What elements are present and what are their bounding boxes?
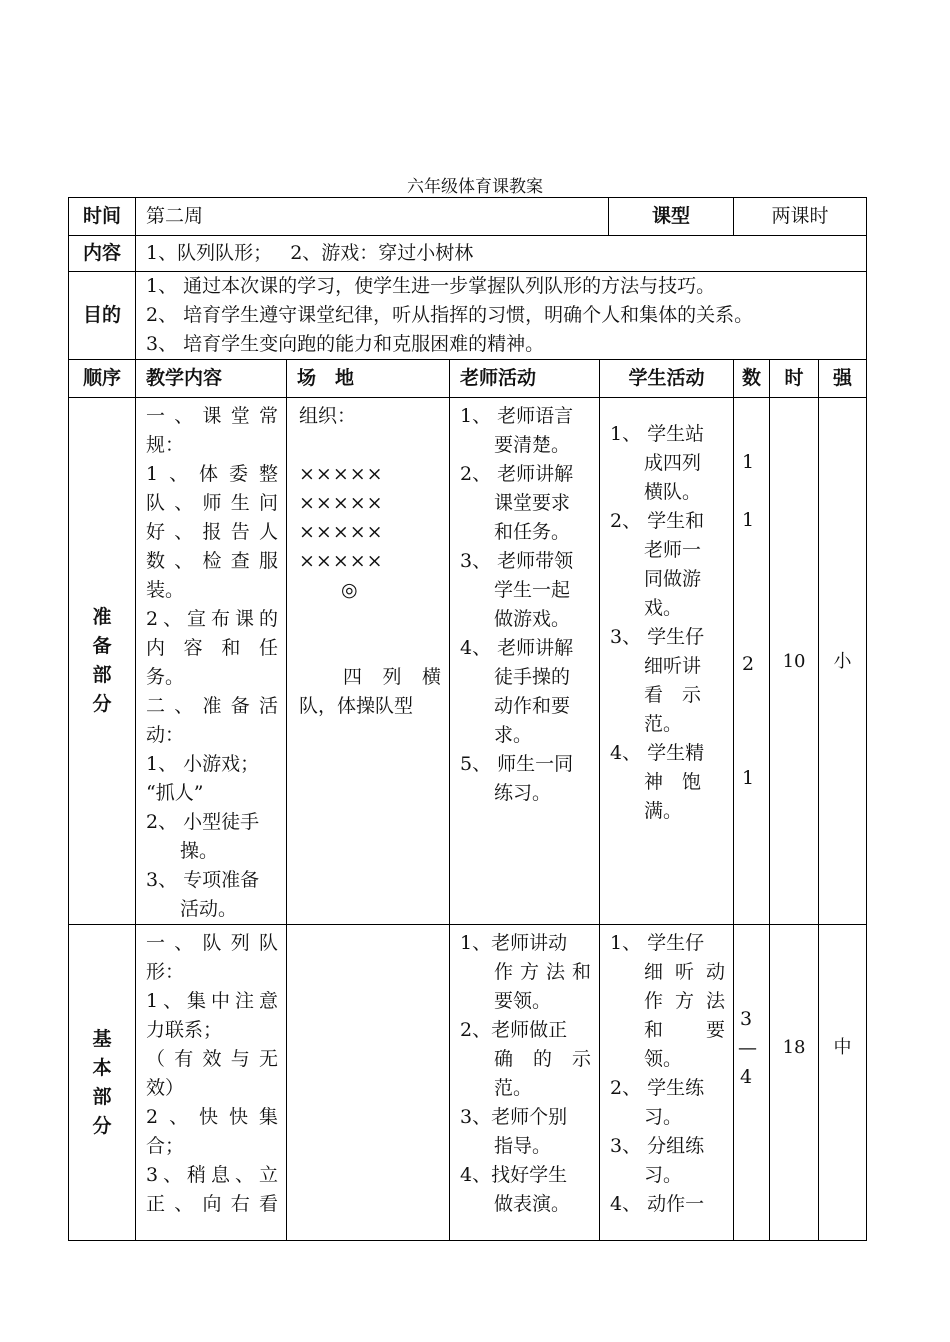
prep-content-line: 1、 小游戏； bbox=[146, 753, 260, 775]
student-line: 2、 学生练 bbox=[610, 1077, 705, 1099]
count-value: 1 bbox=[742, 509, 755, 531]
student-line: 细听讲 bbox=[644, 655, 702, 677]
prep-venue bbox=[287, 398, 450, 925]
prep-content-line: 内容和任 bbox=[146, 637, 278, 659]
teacher-line: 指导。 bbox=[494, 1135, 552, 1157]
prep-student-activity bbox=[600, 398, 734, 925]
student-line: 3、 学生仔 bbox=[610, 626, 705, 648]
venue-line bbox=[299, 431, 441, 460]
time-value: 第二周 bbox=[136, 198, 609, 236]
prep-content-line: 队、师生问 bbox=[146, 492, 278, 514]
basic-content-line: 2、快快集 bbox=[146, 1106, 278, 1128]
prep-label-char: 准 bbox=[92, 606, 112, 628]
basic-section-label bbox=[69, 925, 136, 1241]
teacher-line: 3、老师个别 bbox=[460, 1106, 568, 1128]
prep-teacher-activity bbox=[450, 398, 600, 925]
prep-content-line: 2、 小型徒手 bbox=[146, 811, 260, 833]
prep-content-line: 规： bbox=[146, 434, 185, 456]
prep-content-line: 一、课堂常 bbox=[146, 405, 278, 427]
basic-label-char: 部 bbox=[92, 1085, 112, 1108]
teacher-line: 求。 bbox=[494, 724, 533, 746]
count-value: 1 bbox=[742, 767, 755, 789]
basic-content-line: 效） bbox=[146, 1077, 185, 1099]
prep-content-line: “抓人” bbox=[146, 782, 204, 804]
venue-line bbox=[299, 634, 441, 663]
student-line: 和 要 bbox=[644, 1019, 726, 1041]
teacher-line: 3、 老师带领 bbox=[460, 550, 574, 572]
teacher-line: 做游戏。 bbox=[494, 608, 571, 630]
teacher-line: 范。 bbox=[494, 1077, 533, 1099]
basic-label-char: 本 bbox=[92, 1056, 112, 1079]
teacher-line: 1、 老师语言 bbox=[460, 405, 574, 427]
teacher-line: 4、找好学生 bbox=[460, 1164, 568, 1186]
prep-content-line: 数、检查服 bbox=[146, 550, 278, 572]
goal-list bbox=[136, 272, 867, 360]
formation-row: ××××× bbox=[299, 521, 384, 543]
student-line: 满。 bbox=[644, 800, 683, 822]
basic-content-line: 1、集中注意 bbox=[146, 990, 278, 1012]
count-value: 3 bbox=[740, 1008, 753, 1030]
basic-content-line: 合； bbox=[146, 1135, 185, 1157]
student-line: 同做游 bbox=[644, 568, 702, 590]
teacher-line: 动作和要 bbox=[494, 695, 571, 717]
lesson-type-value: 两课时 bbox=[734, 198, 867, 236]
col-teacher: 老师活动 bbox=[450, 360, 600, 398]
count-value: 1 bbox=[742, 451, 755, 473]
student-line: 习。 bbox=[644, 1106, 683, 1128]
basic-content-line: 3、稍息、立 bbox=[146, 1164, 278, 1186]
basic-label-char: 基 bbox=[92, 1027, 112, 1050]
student-line: 4、 学生精 bbox=[610, 742, 705, 764]
document-title: 六年级体育课教案 bbox=[407, 177, 543, 197]
teacher-line: 要清楚。 bbox=[494, 434, 571, 456]
basic-content-line: 力联系； bbox=[146, 1019, 223, 1041]
student-line: 横队。 bbox=[644, 481, 702, 503]
teacher-line: 2、老师做正 bbox=[460, 1019, 568, 1041]
student-line: 领。 bbox=[644, 1048, 683, 1070]
student-line: 习。 bbox=[644, 1164, 683, 1186]
student-line: 看 示 bbox=[644, 684, 702, 706]
student-line: 细听动 bbox=[644, 961, 726, 983]
prep-section-label bbox=[69, 398, 136, 925]
basic-content-line: 正、向右看 bbox=[146, 1193, 278, 1215]
venue-line bbox=[299, 605, 441, 634]
content-label: 内容 bbox=[69, 236, 136, 272]
teacher-line: 学生一起 bbox=[494, 579, 571, 601]
student-line: 神 饱 bbox=[644, 771, 702, 793]
student-line: 2、 学生和 bbox=[610, 510, 705, 532]
prep-content-line: 好、报告人 bbox=[146, 521, 278, 543]
prep-content-line: 活动。 bbox=[180, 898, 238, 920]
prep-content-line: 3、 专项准备 bbox=[146, 869, 260, 891]
venue-line: 四列横 bbox=[343, 666, 441, 688]
student-line: 作方法 bbox=[644, 990, 726, 1012]
basic-content-line: （有效与无 bbox=[146, 1048, 278, 1070]
prep-content-line: 动： bbox=[146, 724, 185, 746]
teacher-line: 5、 师生一同 bbox=[460, 753, 574, 775]
teacher-line: 课堂要求 bbox=[494, 492, 571, 514]
col-student: 学生活动 bbox=[600, 360, 734, 398]
col-venue: 场 地 bbox=[287, 360, 450, 398]
teacher-line: 1、老师讲动 bbox=[460, 932, 568, 954]
prep-count bbox=[734, 398, 770, 925]
teacher-line: 练习。 bbox=[494, 782, 552, 804]
prep-label-char: 分 bbox=[92, 693, 112, 715]
teacher-line: 4、 老师讲解 bbox=[460, 637, 574, 659]
goal-item: 2、 培育学生遵守课堂纪律，听从指挥的习惯，明确个人和集体的关系。 bbox=[146, 304, 754, 326]
basic-student-activity bbox=[600, 925, 734, 1241]
prep-content-line: 二、准备活 bbox=[146, 695, 278, 717]
prep-content-line: 操。 bbox=[180, 840, 219, 862]
prep-time: 10 bbox=[770, 398, 819, 925]
count-value: 4 bbox=[740, 1066, 753, 1088]
formation-row: ××××× bbox=[299, 550, 384, 572]
col-order: 顺序 bbox=[69, 360, 136, 398]
basic-content-line: 一、队列队 bbox=[146, 932, 278, 954]
teacher-line: 徒手操的 bbox=[494, 666, 571, 688]
time-label: 时间 bbox=[69, 198, 136, 236]
content-value: 1、队列队形； 2、游戏：穿过小树林 bbox=[136, 236, 867, 272]
goal-item: 1、 通过本次课的学习，使学生进一步掌握队列队形的方法与技巧。 bbox=[146, 275, 716, 297]
col-intensity: 强 bbox=[819, 360, 867, 398]
basic-intensity: 中 bbox=[819, 925, 867, 1241]
teacher-line: 确的示 bbox=[494, 1048, 591, 1070]
count-value: 2 bbox=[742, 653, 755, 675]
teacher-position-icon: ◎ bbox=[341, 579, 358, 601]
lesson-type-label: 课型 bbox=[609, 198, 734, 236]
student-line: 戏。 bbox=[644, 597, 683, 619]
col-content: 教学内容 bbox=[136, 360, 287, 398]
basic-count bbox=[734, 925, 770, 1241]
col-time: 时 bbox=[770, 360, 819, 398]
col-count: 数 bbox=[734, 360, 770, 398]
prep-intensity: 小 bbox=[819, 398, 867, 925]
student-line: 成四列 bbox=[644, 452, 702, 474]
student-line: 3、 分组练 bbox=[610, 1135, 705, 1157]
teacher-line: 要领。 bbox=[494, 990, 552, 1012]
prep-content bbox=[136, 398, 287, 925]
formation-row: ××××× bbox=[299, 463, 384, 485]
venue-line: 组织： bbox=[299, 405, 357, 427]
basic-venue bbox=[287, 925, 450, 1241]
student-line: 1、 学生站 bbox=[610, 423, 705, 445]
student-line: 4、 动作一 bbox=[610, 1193, 705, 1215]
count-value: — bbox=[738, 1037, 758, 1059]
student-line: 老师一 bbox=[644, 539, 702, 561]
formation-row: ××××× bbox=[299, 492, 384, 514]
goal-item: 3、 培育学生变向跑的能力和克服困难的精神。 bbox=[146, 333, 545, 355]
prep-content-line: 1、体委整 bbox=[146, 463, 278, 485]
teacher-line: 作方法和 bbox=[494, 961, 591, 983]
prep-content-line: 务。 bbox=[146, 666, 185, 688]
prep-label-char: 部 bbox=[92, 664, 112, 686]
basic-time: 18 bbox=[770, 925, 819, 1241]
basic-label-char: 分 bbox=[92, 1114, 112, 1137]
prep-content-line: 装。 bbox=[146, 579, 185, 601]
prep-label-char: 备 bbox=[92, 635, 112, 657]
venue-line: 队，体操队型 bbox=[299, 695, 414, 717]
student-line: 范。 bbox=[644, 713, 683, 735]
teacher-line: 做表演。 bbox=[494, 1193, 571, 1215]
basic-content-line: 形： bbox=[146, 961, 185, 983]
student-line: 1、 学生仔 bbox=[610, 932, 705, 954]
lesson-plan-table bbox=[68, 197, 867, 1241]
teacher-line: 和任务。 bbox=[494, 521, 571, 543]
prep-content-line: 2、宣布课的 bbox=[146, 608, 278, 630]
basic-content bbox=[136, 925, 287, 1241]
goal-label: 目的 bbox=[69, 272, 136, 360]
basic-teacher-activity bbox=[450, 925, 600, 1241]
teacher-line: 2、 老师讲解 bbox=[460, 463, 574, 485]
